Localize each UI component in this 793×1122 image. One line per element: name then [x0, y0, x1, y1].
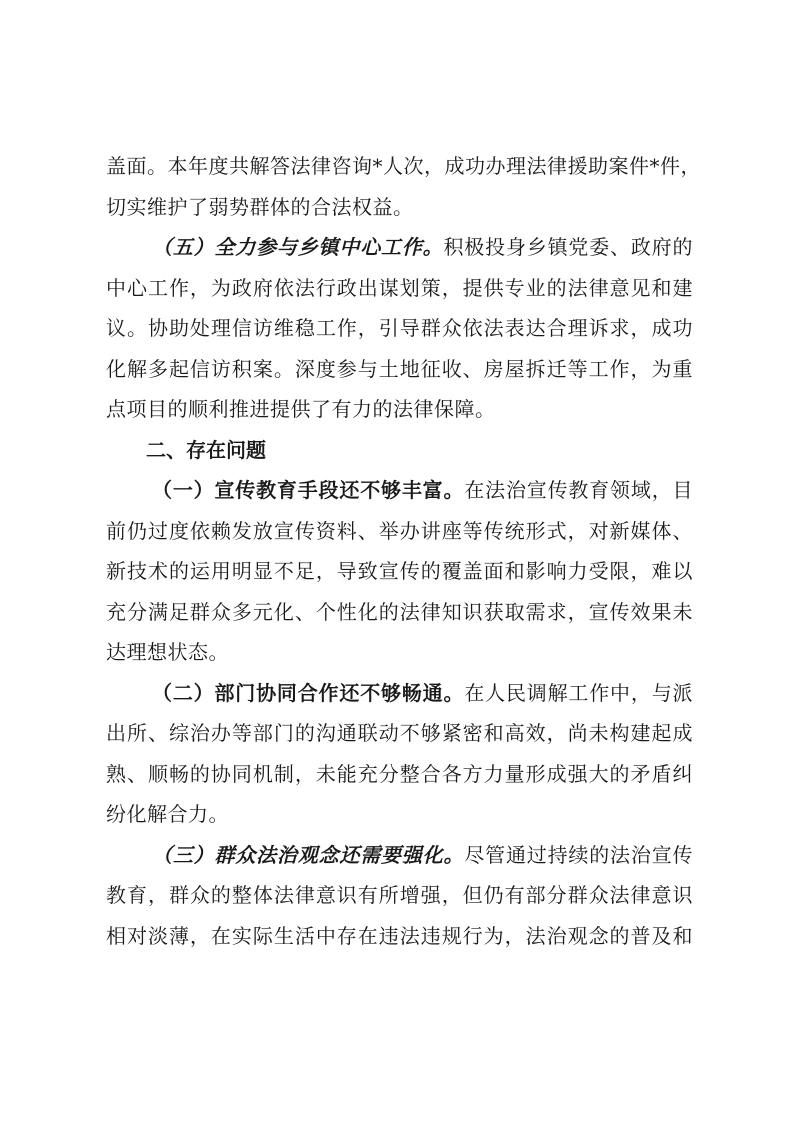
paragraph-first-line — [106, 673, 693, 714]
text-line: 化解多起信访积案。深度参与土地征收、房屋拆迁等工作，为重 — [106, 356, 693, 381]
text-span: 在法治宣传教育领域，目 — [464, 478, 694, 502]
text-line: 达理想状态。 — [106, 640, 229, 664]
text-line: 盖面。本年度共解答法律咨询*人次，成功办理法律援助案件*件， — [106, 154, 701, 178]
subsection-heading: （一）宣传教育手段还不够丰富。 — [152, 478, 465, 502]
text-line: 议。协助处理信访维稳工作，引导群众依法表达合理诉求，成功 — [106, 316, 693, 340]
text-line: 前仍过度依赖发放宣传资料、举办讲座等传统形式，对新媒体、 — [106, 518, 693, 543]
text-line: 切实维护了弱势群体的合法权益。 — [106, 194, 414, 219]
text-span: 尽管通过持续的法治宣传 — [464, 842, 694, 867]
subsection-heading: （五）全力参与乡镇中心工作。 — [152, 235, 444, 259]
subsection-heading: （二）部门协同合作还不够畅通。 — [152, 680, 465, 705]
text-line: 熟、顺畅的协同机制，未能充分整合各方力量形成强大的矛盾纠 — [106, 761, 693, 786]
text-line: 点项目的顺利推进提供了有力的法律保障。 — [106, 397, 496, 421]
section-heading: 二、存在问题 — [146, 437, 266, 462]
text-line: 出所、综治办等部门的沟通联动不够紧密和高效，尚未构建起成 — [106, 721, 693, 745]
subsection-heading: （三）群众法治观念还需要强化。 — [152, 842, 465, 867]
text-line: 教育，群众的整体法律意识有所增强，但仍有部分群众法律意识 — [106, 883, 693, 907]
text-line: 纷化解合力。 — [106, 802, 229, 826]
text-line: 中心工作，为政府依法行政出谋划策，提供专业的法律意见和建 — [106, 275, 693, 300]
paragraph-first-line — [106, 470, 693, 511]
text-line: 相对淡薄，在实际生活中存在违法违规行为，法治观念的普及和 — [106, 923, 693, 948]
paragraph-first-line — [106, 227, 693, 268]
text-line: 新技术的运用明显不足，导致宣传的覆盖面和影响力受限，难以 — [106, 559, 693, 583]
text-line: 充分满足群众多元化、个性化的法律知识获取需求，宣传效果未 — [106, 599, 693, 624]
text-span: 在人民调解工作中，与派 — [464, 680, 694, 705]
text-span: 积极投身乡镇党委、政府的 — [443, 235, 694, 259]
paragraph-first-line — [106, 835, 693, 876]
